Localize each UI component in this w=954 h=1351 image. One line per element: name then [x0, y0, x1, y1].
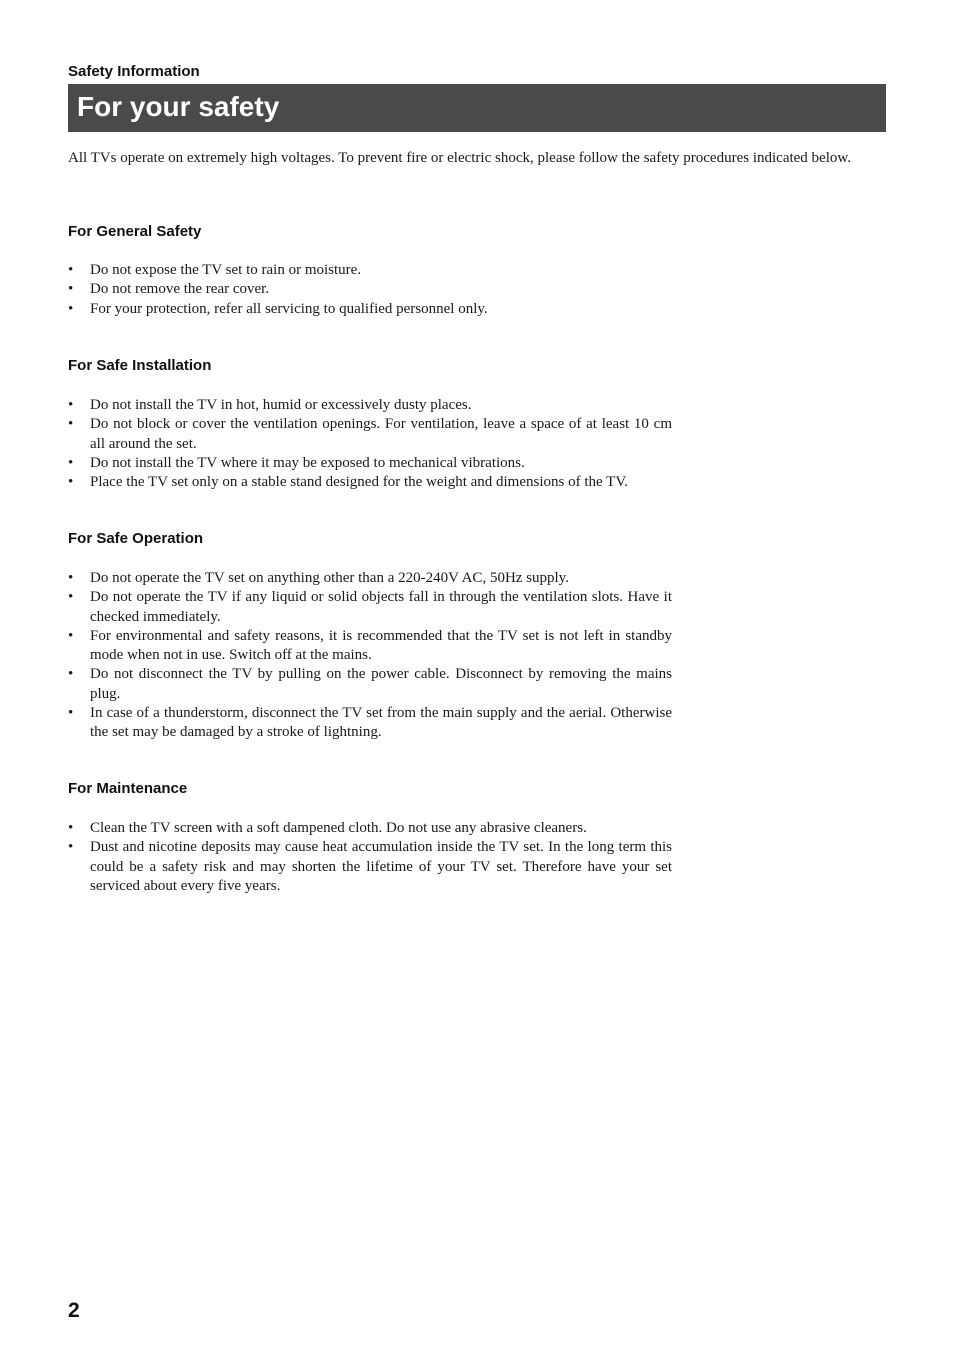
list-safe-operation [68, 569, 672, 743]
list-item: • In case of a thunderstorm, disconnect the TV set from the main supply and the aerial. Otherwise the set may be damaged by a stroke of lightning. [68, 705, 672, 741]
list-item: • Do not install the TV in hot, humid or excessively dusty places. [68, 396, 672, 415]
list-safe-installation [68, 396, 672, 492]
list-general-safety [68, 261, 672, 319]
title-banner [68, 84, 886, 132]
list-item: • Do not operate the TV set on anything other than a 220-240V AC, 50Hz supply. [68, 569, 672, 588]
list-item: • Dust and nicotine deposits may cause heat accumulation inside the TV set. In the long term this could be a safety risk and may shorten the lifetime of your TV set. Therefore have your set serviced about every five years. [68, 839, 672, 894]
page-number: 2 [68, 1299, 80, 1322]
bullet-icon: • [68, 627, 74, 644]
bullet-icon: • [68, 300, 74, 317]
bullet-icon: • [68, 416, 74, 433]
list-item: • Do not block or cover the ventilation openings. For ventilation, leave a space of at least 10 cm all around the set. [68, 416, 672, 452]
bullet-icon: • [68, 474, 74, 491]
bullet-icon: • [68, 705, 74, 722]
list-item: • Place the TV set only on a stable stand designed for the weight and dimensions of the TV. [68, 473, 672, 492]
bullet-icon: • [68, 454, 74, 471]
bullet-icon: • [68, 262, 74, 278]
list-item: • Do not operate the TV if any liquid or solid objects fall in through the ventilation slots. Have it checked immediately. [68, 589, 672, 625]
heading-safe-operation: For Safe Operation [68, 530, 204, 547]
bullet-icon: • [68, 281, 74, 298]
list-item: • Do not remove the rear cover. [68, 280, 672, 299]
bullet-icon: • [68, 397, 74, 413]
heading-maintenance: For Maintenance [68, 780, 188, 797]
bullet-icon: • [68, 839, 74, 856]
section-label: Safety Information [68, 63, 200, 80]
list-maintenance [68, 819, 672, 896]
heading-general-safety: For General Safety [68, 223, 202, 240]
heading-safe-installation: For Safe Installation [68, 357, 212, 374]
bullet-icon: • [68, 570, 74, 586]
list-item: • Do not expose the TV set to rain or moisture. [68, 261, 672, 280]
bullet-icon: • [68, 666, 74, 683]
bullet-icon: • [68, 589, 74, 606]
bullet-icon: • [68, 820, 74, 836]
list-item: • Clean the TV screen with a soft dampened cloth. Do not use any abrasive cleaners. [68, 819, 672, 838]
intro-paragraph: All TVs operate on extremely high voltages. To prevent fire or electric shock, please follow the safety procedures indicated below. [68, 150, 851, 166]
list-item: • Do not disconnect the TV by pulling on the power cable. Disconnect by removing the mains plug. [68, 666, 672, 702]
list-item: • Do not install the TV where it may be exposed to mechanical vibrations. [68, 454, 672, 473]
page-title: For your safety [77, 91, 280, 122]
list-item: • For environmental and safety reasons, it is recommended that the TV set is not left in standby mode when not in use. Switch off at the mains. [68, 627, 672, 664]
list-item: • For your protection, refer all servicing to qualified personnel only. [68, 300, 672, 319]
